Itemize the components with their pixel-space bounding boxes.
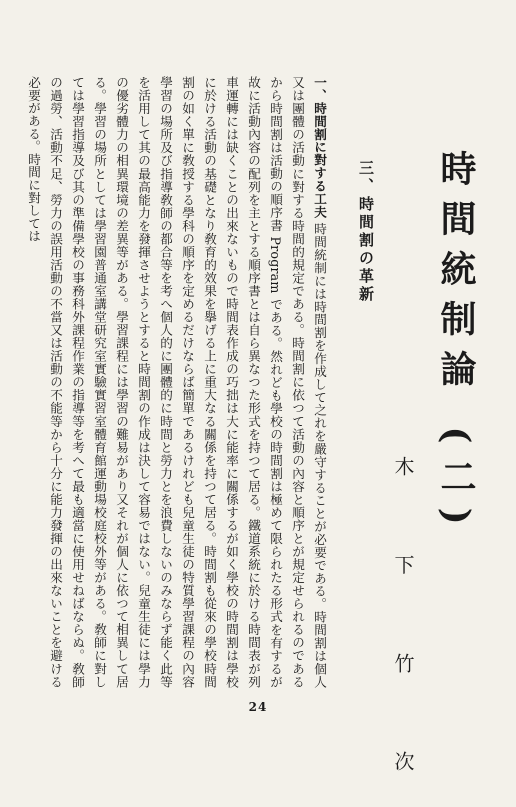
chapter-heading: 三、時間割の革新 bbox=[357, 160, 375, 304]
article-part-number: (二) bbox=[435, 426, 477, 539]
paragraph bbox=[22, 76, 330, 688]
page-number: 24 bbox=[248, 700, 268, 714]
paragraph-text: 時間統制には時間割を作成して之れを嚴守することが必要である。時間割は個人又は團體の活動に對する時間的規定である。時間割に依つて活動の內容と順序とが規定せられるのであるから時間割は活動の順序書 Program である。然れども學校の時間割は極めて限られたる形式を有するが故に活動內容の配列を主とする順序書とは自ら異なつた形式を持つて居る。鐵道系統に於ける時間表が列車運轉には缺くことの出來ないもので時間表作成の巧拙は大に能率に關係するが如く學校の時間割は學校に於ける活動の基礎となり敎育的效果を擧げる上に重大なる關係を持つて居る。時間割も從來の學校時間割の如く單に敎授する學科の順序を定めるだけならば簡單であるけれども兒童生徒の特質學習課程の內容學習の場所及び指導敎師の都合等を考へ個人的に團體的に時間と勞力とを浪費しないのみならず能く此等を活用して其の最高能力を發揮させようとすると時間割の作成は決して容易ではない。兒童生徒には學力の優劣體力の相異環境の差異等がある。學習課程には學習の難易があり又それが個人に依つて相異して居る。學習の場所としては學習園普通室講堂研究室實驗實習室體育館運動場校庭校外等がある。敎師に對しては學習指導及び其の準備學校の事務科外課程作業の指導等を考へて最も適當に使用せねばならぬ。敎師の過勞、活動不足、勞力の誤用活動の不當又は活動の不能等から十分に能力發揮の出來ないことを避ける必要がある。時間に對しては bbox=[26, 76, 327, 688]
article-title-text: 時間統制論 bbox=[435, 150, 477, 400]
section-heading: 一、時間割に對する工夫 bbox=[312, 76, 327, 219]
body-text bbox=[22, 76, 330, 688]
article-title bbox=[436, 150, 476, 539]
author-name: 木 下 竹 次 bbox=[391, 456, 415, 807]
